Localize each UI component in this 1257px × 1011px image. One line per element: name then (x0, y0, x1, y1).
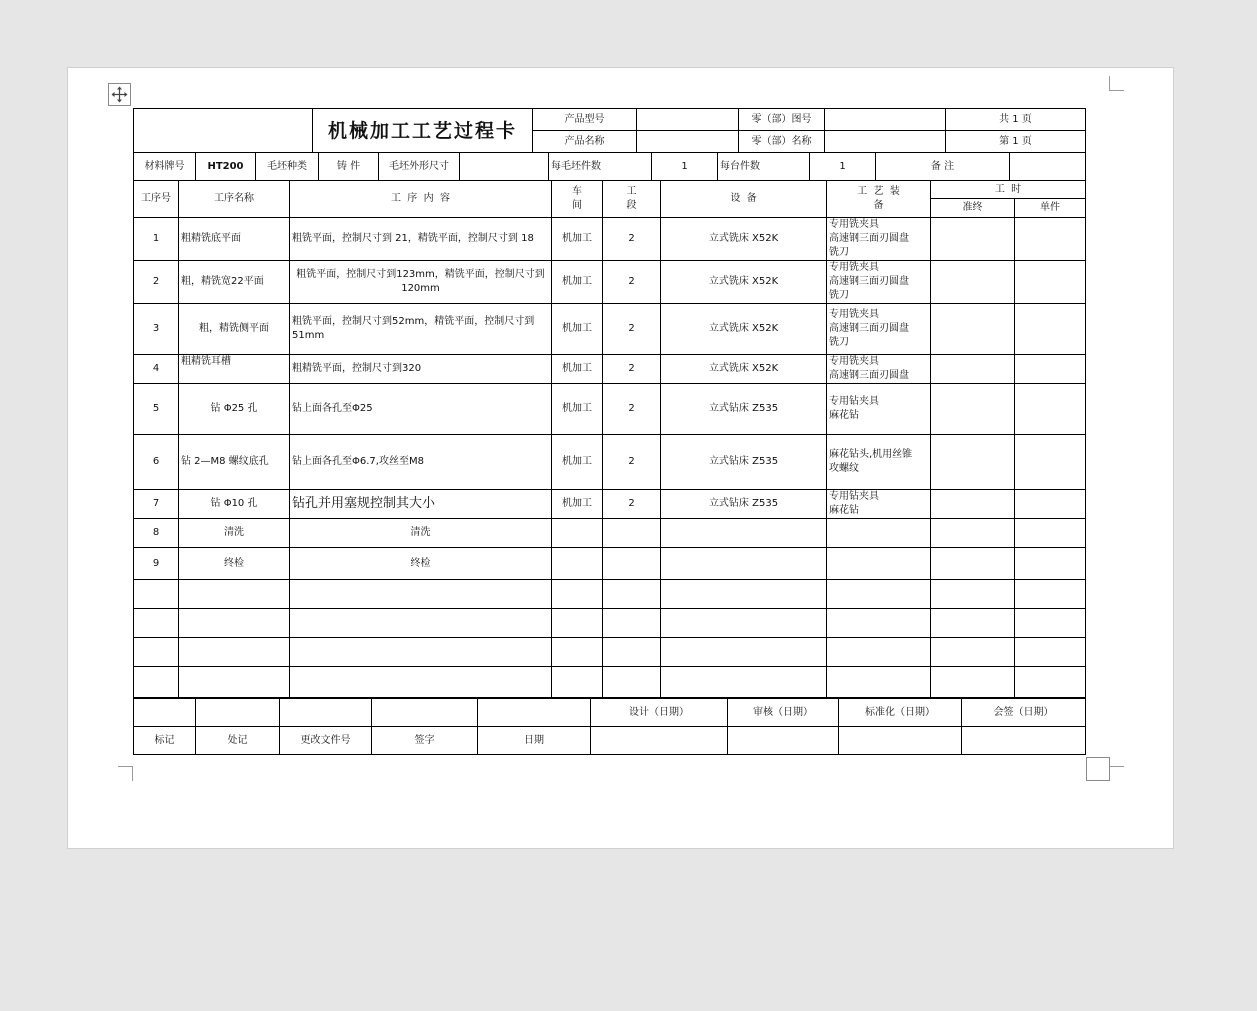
prep-time-cell[interactable] (931, 638, 1015, 667)
prep-time-cell[interactable] (931, 490, 1015, 519)
prep-time-cell[interactable] (931, 609, 1015, 638)
op-name-cell[interactable]: 粗精铣耳槽 (179, 355, 290, 384)
op-no-cell[interactable] (134, 580, 179, 609)
header-section: 工 段 (603, 181, 661, 218)
countersign-date-label: 会签（日期） (962, 699, 1086, 727)
total-pages-label: 共 1 页 (946, 109, 1086, 131)
unit-time-cell[interactable] (1015, 638, 1086, 667)
op-workshop-cell[interactable]: 机加工 (552, 304, 603, 355)
op-section-cell[interactable]: 2 (603, 355, 661, 384)
pieces-per-blank-value[interactable]: 1 (652, 153, 718, 181)
standardization-date-value[interactable] (839, 727, 962, 755)
material-no-label: 材料牌号 (134, 153, 196, 181)
op-tooling-cell[interactable]: 专用铣夹具 高速钢三面刃圆盘 (827, 355, 931, 384)
countersign-date-value[interactable] (962, 727, 1086, 755)
op-equipment-cell[interactable]: 立式钻床 Z535 (661, 490, 827, 519)
prep-time-cell[interactable] (931, 580, 1015, 609)
blank-type-value[interactable]: 铸 件 (319, 153, 379, 181)
op-no-cell[interactable]: 1 (134, 218, 179, 261)
op-equipment-cell[interactable] (661, 609, 827, 638)
op-section-cell[interactable] (603, 548, 661, 580)
prep-time-cell[interactable] (931, 384, 1015, 435)
header-op-name: 工序名称 (179, 181, 290, 218)
op-tooling-cell[interactable]: 专用铣夹具 高速钢三面刃圆盘 铣刀 (827, 304, 931, 355)
product-model-label: 产品型号 (533, 109, 637, 131)
op-name-cell[interactable]: 粗，精铣宽22平面 (179, 261, 290, 304)
op-workshop-cell[interactable]: 机加工 (552, 490, 603, 519)
table-row (134, 304, 1086, 355)
crop-mark-top-right (1109, 76, 1124, 91)
op-name-cell[interactable] (179, 638, 290, 667)
unit-time-cell[interactable] (1015, 435, 1086, 490)
blank-type-label: 毛坯种类 (256, 153, 319, 181)
header-equipment: 设 备 (661, 181, 827, 218)
op-equipment-cell[interactable]: 立式铣床 X52K (661, 261, 827, 304)
op-workshop-cell[interactable]: 机加工 (552, 435, 603, 490)
page-no-label: 第 1 页 (946, 131, 1086, 153)
op-section-cell[interactable] (603, 580, 661, 609)
signature-label: 签字 (372, 727, 478, 755)
table-row (134, 218, 1086, 261)
op-equipment-cell[interactable]: 立式铣床 X52K (661, 218, 827, 261)
header-tooling: 工 艺 装 备 (827, 181, 931, 218)
op-no-cell[interactable]: 7 (134, 490, 179, 519)
footer-cell[interactable] (372, 699, 478, 727)
op-content-cell[interactable] (290, 580, 552, 609)
op-content-cell[interactable] (290, 638, 552, 667)
op-content-cell[interactable]: 粗铣平面，控制尺寸到52mm，精铣平面，控制尺寸到 51mm (290, 304, 552, 355)
remarks-value[interactable] (1010, 153, 1086, 181)
op-workshop-cell[interactable] (552, 580, 603, 609)
op-equipment-cell[interactable] (661, 580, 827, 609)
header-op-no: 工序号 (134, 181, 179, 218)
table-row (134, 261, 1086, 304)
part-name-value[interactable] (825, 131, 946, 153)
product-model-value[interactable] (637, 109, 739, 131)
op-no-cell[interactable]: 5 (134, 384, 179, 435)
unit-time-cell[interactable] (1015, 261, 1086, 304)
table-resize-handle[interactable] (1086, 757, 1110, 781)
pieces-per-unit-label: 每台件数 (718, 153, 810, 181)
op-section-cell[interactable] (603, 609, 661, 638)
prep-time-cell[interactable] (931, 519, 1015, 548)
material-no-value[interactable]: HT200 (196, 153, 256, 181)
part-no-label: 零（部）图号 (739, 109, 825, 131)
footer-cell[interactable] (280, 699, 372, 727)
pieces-per-blank-label: 每毛坯件数 (549, 153, 652, 181)
part-no-value[interactable] (825, 109, 946, 131)
design-date-value[interactable] (591, 727, 728, 755)
crop-mark-bottom-right (1110, 766, 1124, 767)
op-tooling-cell[interactable]: 专用铣夹具 高速钢三面刃圆盘 铣刀 (827, 218, 931, 261)
op-workshop-cell[interactable] (552, 609, 603, 638)
op-section-cell[interactable]: 2 (603, 384, 661, 435)
op-no-cell[interactable]: 2 (134, 261, 179, 304)
op-content-cell[interactable]: 清洗 (290, 519, 552, 548)
table-row (134, 548, 1086, 580)
table-row (134, 435, 1086, 490)
signoff-table (133, 698, 1086, 755)
op-no-cell[interactable] (134, 667, 179, 698)
op-no-cell[interactable] (134, 609, 179, 638)
op-content-cell[interactable] (290, 667, 552, 698)
op-name-cell[interactable] (179, 580, 290, 609)
prep-time-cell[interactable] (931, 218, 1015, 261)
op-content-cell[interactable]: 粗铣平面，控制尺寸到 21，精铣平面，控制尺寸到 18 (290, 218, 552, 261)
prep-time-cell[interactable] (931, 304, 1015, 355)
footer-cell[interactable] (478, 699, 591, 727)
op-content-cell[interactable] (290, 609, 552, 638)
mark-label: 标记 (134, 727, 196, 755)
part-name-label: 零（部）名称 (739, 131, 825, 153)
unit-time-cell[interactable] (1015, 580, 1086, 609)
review-date-value[interactable] (728, 727, 839, 755)
op-tooling-cell[interactable] (827, 667, 931, 698)
op-equipment-cell[interactable]: 立式铣床 X52K (661, 304, 827, 355)
op-section-cell[interactable]: 2 (603, 261, 661, 304)
place-label: 处记 (196, 727, 280, 755)
op-workshop-cell[interactable] (552, 667, 603, 698)
op-content-cell[interactable]: 粗精铣平面，控制尺寸到320 (290, 355, 552, 384)
op-no-cell[interactable]: 3 (134, 304, 179, 355)
crop-mark-bottom-left (118, 766, 133, 781)
header-prep-time: 准终 (931, 199, 1015, 218)
op-workshop-cell[interactable]: 机加工 (552, 384, 603, 435)
prep-time-cell[interactable] (931, 355, 1015, 384)
op-content-cell[interactable]: 钻孔并用塞规控制其大小 (290, 490, 552, 519)
header-op-content: 工 序 内 容 (290, 181, 552, 218)
op-tooling-cell[interactable]: 专用钻夹具 麻花钻 (827, 384, 931, 435)
op-tooling-cell[interactable] (827, 609, 931, 638)
table-row (134, 490, 1086, 519)
op-equipment-cell[interactable] (661, 548, 827, 580)
op-section-cell[interactable] (603, 667, 661, 698)
op-no-cell[interactable]: 9 (134, 548, 179, 580)
op-section-cell[interactable] (603, 638, 661, 667)
process-table (133, 180, 1086, 698)
prep-time-cell[interactable] (931, 667, 1015, 698)
table-row (134, 384, 1086, 435)
op-content-cell[interactable]: 终检 (290, 548, 552, 580)
op-no-cell[interactable] (134, 638, 179, 667)
op-name-cell[interactable] (179, 667, 290, 698)
op-no-cell[interactable]: 6 (134, 435, 179, 490)
op-equipment-cell[interactable] (661, 667, 827, 698)
op-tooling-cell[interactable] (827, 638, 931, 667)
op-no-cell[interactable]: 4 (134, 355, 179, 384)
op-name-cell[interactable]: 粗，精铣侧平面 (179, 304, 290, 355)
product-name-value[interactable] (637, 131, 739, 153)
design-date-label: 设计（日期） (591, 699, 728, 727)
op-workshop-cell[interactable] (552, 638, 603, 667)
op-equipment-cell[interactable]: 立式钻床 Z535 (661, 384, 827, 435)
standardization-date-label: 标准化（日期） (839, 699, 962, 727)
unit-time-cell[interactable] (1015, 304, 1086, 355)
op-name-cell[interactable]: 终检 (179, 548, 290, 580)
op-name-cell[interactable]: 钻 Φ10 孔 (179, 490, 290, 519)
material-info-table (133, 152, 1086, 181)
card-header-table (133, 108, 1086, 153)
table-row (134, 519, 1086, 548)
op-section-cell[interactable]: 2 (603, 218, 661, 261)
unit-time-cell[interactable] (1015, 490, 1086, 519)
op-tooling-cell[interactable] (827, 580, 931, 609)
op-no-cell[interactable]: 8 (134, 519, 179, 548)
op-section-cell[interactable]: 2 (603, 304, 661, 355)
date-label: 日期 (478, 727, 591, 755)
op-name-cell[interactable]: 钻 2—M8 螺纹底孔 (179, 435, 290, 490)
op-tooling-cell[interactable]: 麻花钻头,机用丝锥 攻螺纹 (827, 435, 931, 490)
change-doc-label: 更改文件号 (280, 727, 372, 755)
table-row (134, 609, 1086, 638)
table-row (134, 580, 1086, 609)
footer-cell[interactable] (196, 699, 280, 727)
header-time: 工 时 (931, 181, 1086, 199)
op-tooling-cell[interactable]: 专用铣夹具 高速钢三面刃圆盘 铣刀 (827, 261, 931, 304)
op-tooling-cell[interactable] (827, 519, 931, 548)
op-workshop-cell[interactable]: 机加工 (552, 355, 603, 384)
op-section-cell[interactable]: 2 (603, 490, 661, 519)
op-content-cell[interactable]: 钻上面各孔至Φ6.7,攻丝至M8 (290, 435, 552, 490)
table-row (134, 667, 1086, 698)
unit-time-cell[interactable] (1015, 218, 1086, 261)
op-equipment-cell[interactable] (661, 638, 827, 667)
op-content-cell[interactable]: 钻上面各孔至Φ25 (290, 384, 552, 435)
blank-header-cell (134, 109, 313, 153)
op-equipment-cell[interactable]: 立式铣床 X52K (661, 355, 827, 384)
table-row (134, 355, 1086, 384)
pieces-per-unit-value[interactable]: 1 (810, 153, 876, 181)
op-workshop-cell[interactable]: 机加工 (552, 261, 603, 304)
op-content-cell[interactable]: 粗铣平面，控制尺寸到123mm，精铣平面，控制尺寸到 120mm (290, 261, 552, 304)
op-tooling-cell[interactable]: 专用钻夹具 麻花钻 (827, 490, 931, 519)
op-workshop-cell[interactable] (552, 519, 603, 548)
op-name-cell[interactable]: 粗精铣底平面 (179, 218, 290, 261)
prep-time-cell[interactable] (931, 261, 1015, 304)
op-section-cell[interactable]: 2 (603, 435, 661, 490)
unit-time-cell[interactable] (1015, 609, 1086, 638)
blank-size-value[interactable] (460, 153, 549, 181)
header-workshop: 车 间 (552, 181, 603, 218)
op-equipment-cell[interactable] (661, 519, 827, 548)
unit-time-cell[interactable] (1015, 519, 1086, 548)
prep-time-cell[interactable] (931, 548, 1015, 580)
footer-cell[interactable] (134, 699, 196, 727)
blank-size-label: 毛坯外形尺寸 (379, 153, 460, 181)
op-workshop-cell[interactable] (552, 548, 603, 580)
unit-time-cell[interactable] (1015, 384, 1086, 435)
header-unit-time: 单件 (1015, 199, 1086, 218)
op-workshop-cell[interactable]: 机加工 (552, 218, 603, 261)
op-name-cell[interactable]: 钻 Φ25 孔 (179, 384, 290, 435)
op-tooling-cell[interactable] (827, 548, 931, 580)
prep-time-cell[interactable] (931, 435, 1015, 490)
unit-time-cell[interactable] (1015, 355, 1086, 384)
unit-time-cell[interactable] (1015, 548, 1086, 580)
unit-time-cell[interactable] (1015, 667, 1086, 698)
op-equipment-cell[interactable]: 立式钻床 Z535 (661, 435, 827, 490)
review-date-label: 审核（日期） (728, 699, 839, 727)
table-move-handle-icon[interactable] (108, 83, 131, 106)
op-name-cell[interactable] (179, 609, 290, 638)
remarks-label: 备 注 (876, 153, 1010, 181)
op-section-cell[interactable] (603, 519, 661, 548)
card-title: 机械加工工艺过程卡 (313, 109, 533, 153)
op-name-cell[interactable]: 清洗 (179, 519, 290, 548)
product-name-label: 产品名称 (533, 131, 637, 153)
table-row (134, 638, 1086, 667)
